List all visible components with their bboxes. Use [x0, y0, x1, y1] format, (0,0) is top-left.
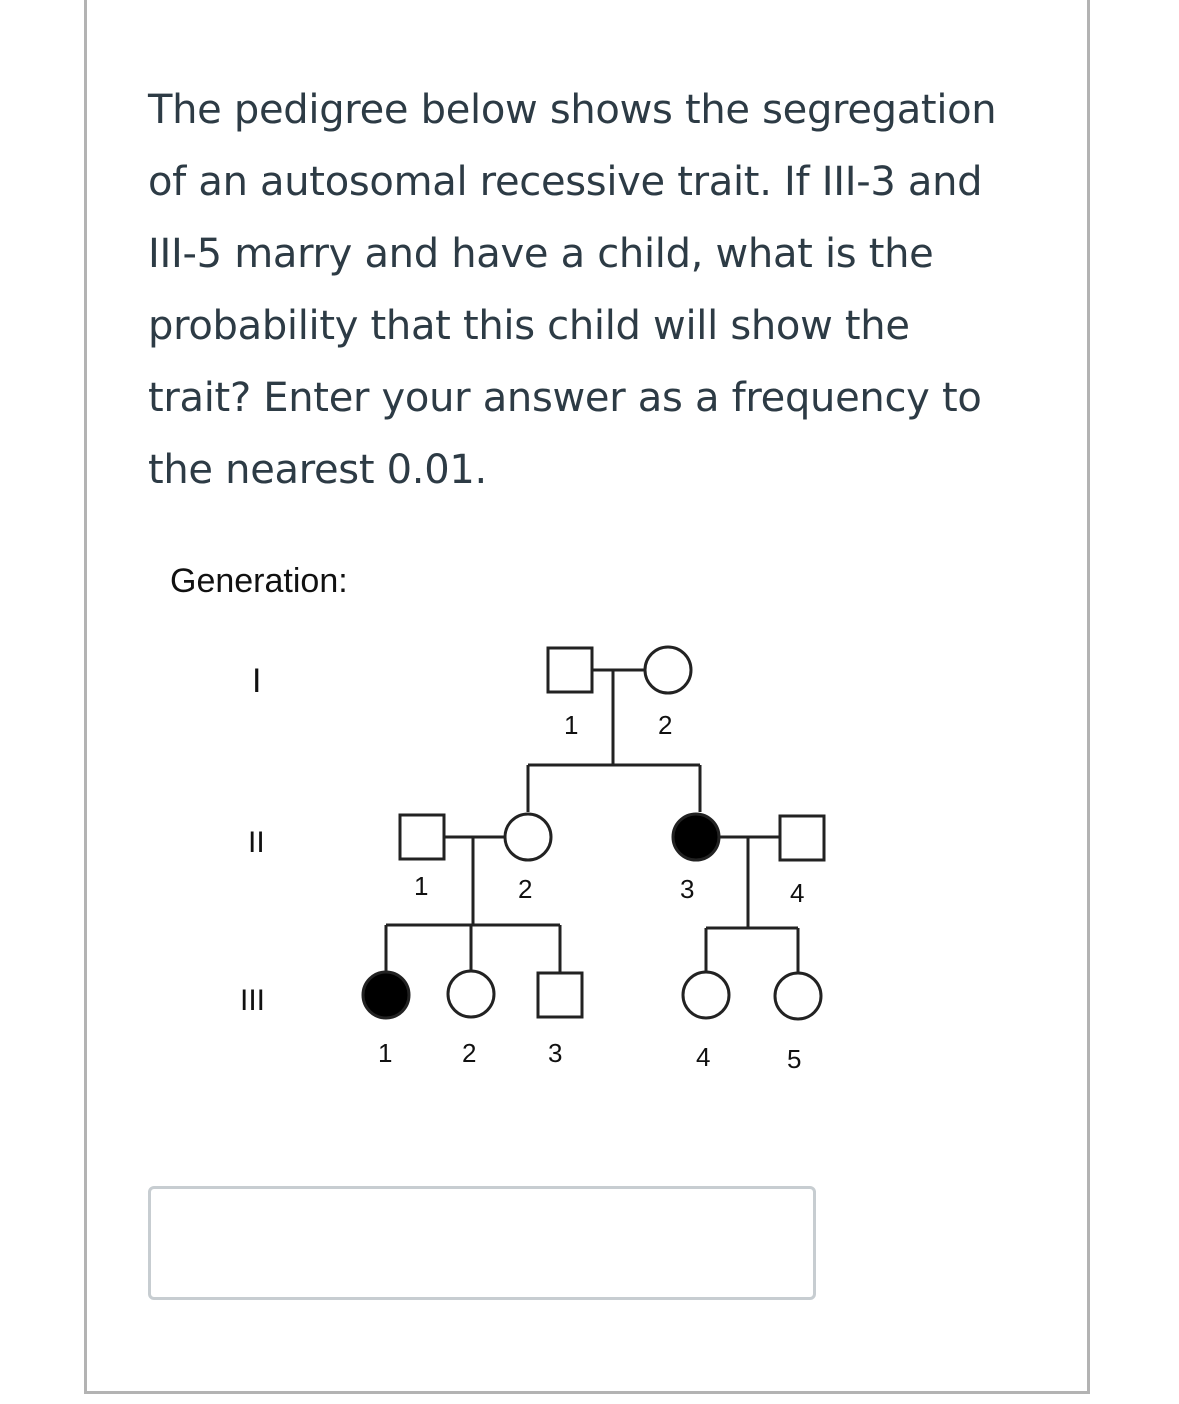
- gen1-number-1: 1: [564, 710, 579, 740]
- generation-label-2: II: [248, 826, 265, 859]
- gen1-female-2: [645, 647, 691, 693]
- question-line-4: probability that this child will show the: [148, 303, 910, 349]
- question-line-5: trait? Enter your answer as a frequency to: [148, 375, 982, 421]
- gen2-male-1: [400, 815, 444, 859]
- gen2-number-2: 2: [518, 874, 533, 904]
- gen1-male-1: [548, 648, 592, 692]
- generation-heading: Generation:: [170, 562, 348, 600]
- gen3-number-1: 1: [378, 1038, 393, 1068]
- question-line-3: III-5 marry and have a child, what is the: [148, 231, 934, 277]
- gen2-female-2: [505, 814, 551, 860]
- gen3-number-4: 4: [696, 1042, 711, 1072]
- gen3-number-2: 2: [462, 1038, 477, 1068]
- gen3-affected-female-1: [363, 972, 409, 1018]
- gen2-affected-female-3: [673, 814, 719, 860]
- gen2-number-1: 1: [414, 871, 429, 901]
- question-line-2: of an autosomal recessive trait. If III-3 and: [148, 159, 983, 205]
- generation-label-3: III: [240, 984, 266, 1017]
- question-line-6: the nearest 0.01.: [148, 447, 487, 493]
- generation-label-1: I: [252, 662, 262, 700]
- pedigree-diagram: [140, 540, 900, 1100]
- gen3-female-4: [683, 972, 729, 1018]
- question-text: [148, 74, 1048, 506]
- question-line-1: The pedigree below shows the segregation: [148, 87, 997, 133]
- gen1-number-2: 2: [658, 710, 673, 740]
- gen2-number-3: 3: [680, 874, 695, 904]
- gen3-male-3: [538, 973, 582, 1017]
- gen3-female-2: [448, 971, 494, 1017]
- gen3-number-5: 5: [787, 1044, 802, 1074]
- gen2-number-4: 4: [790, 878, 805, 908]
- answer-input[interactable]: [148, 1186, 816, 1300]
- gen2-male-4: [780, 816, 824, 860]
- gen3-number-3: 3: [548, 1038, 563, 1068]
- gen3-female-5: [775, 973, 821, 1019]
